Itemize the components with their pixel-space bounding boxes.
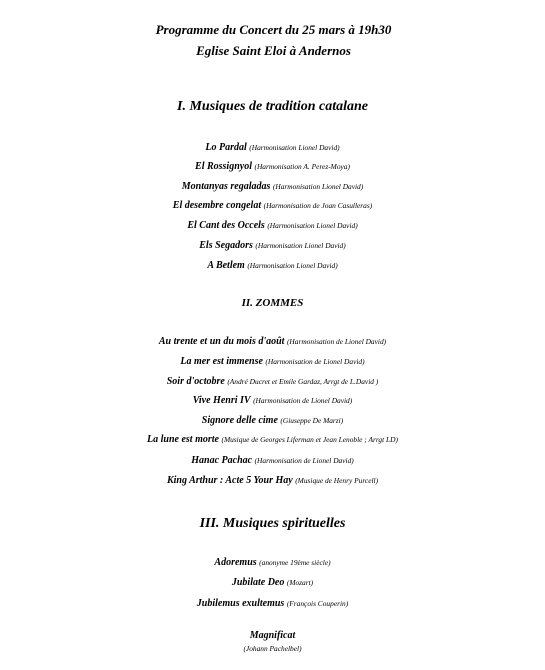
piece-note: (Harmonisation de Lionel David)	[286, 337, 387, 346]
section-title-catalan: I. Musiques de tradition catalane	[177, 99, 368, 114]
piece-note: (Harmonisation Lionel David)	[267, 221, 358, 230]
piece-note: (Harmonisation de Lionel David)	[253, 396, 353, 405]
piece-note: (Harmonisation A. Perez-Moya)	[254, 162, 350, 171]
piece-note: (Musique de Georges Liferman et Jean Lenoble ; Arrgt LD)	[221, 435, 398, 444]
list-item	[0, 200, 545, 212]
list-item	[0, 161, 545, 173]
piece-title: A Betlem	[207, 260, 245, 271]
piece-title: Jubilate Deo	[231, 577, 285, 588]
piece-title: El desembre congelat	[172, 200, 262, 211]
list-item	[0, 577, 545, 589]
piece-title: La mer est immense	[180, 356, 263, 367]
piece-title: Soir d'octobre	[166, 376, 225, 387]
piece-note: (Harmonisation de Lionel David)	[254, 456, 354, 465]
piece-title: Vive Henri IV	[192, 395, 251, 406]
list-item	[0, 455, 545, 467]
piece-note: (Harmonisation Lionel David)	[247, 261, 338, 270]
piece-note: (Johann Pachelbel)	[243, 644, 302, 653]
piece-note: (Harmonisation Lionel David)	[255, 241, 346, 250]
piece-note: (André Ducret et Emile Gardaz, Arrgt de L.David )	[227, 377, 379, 386]
piece-note: (François Couperin)	[286, 599, 349, 608]
list-item	[0, 598, 545, 610]
piece-title: Magnificat	[249, 630, 296, 641]
piece-title: Signore delle cime	[201, 415, 278, 426]
list-item	[0, 142, 545, 154]
programme-venue: Eglise Saint Eloi à Andernos	[196, 43, 351, 58]
piece-note: (Mozart)	[286, 578, 314, 587]
list-item	[0, 336, 545, 348]
piece-note: (Harmonisation de Lionel David)	[265, 357, 365, 366]
piece-note: (Giuseppe De Marzi)	[280, 416, 344, 425]
list-item	[0, 356, 545, 368]
piece-title: El Rossignyol	[195, 161, 252, 172]
piece-title: Lo Pardal	[205, 142, 247, 153]
list-item	[0, 415, 545, 427]
list-item	[0, 630, 545, 642]
piece-title: Au trente et un du mois d'août	[158, 336, 285, 347]
list-item	[0, 475, 545, 487]
list-item	[0, 220, 545, 232]
piece-note: (Harmonisation Lionel David)	[249, 143, 340, 152]
section-title-zommes: II. ZOMMES	[241, 297, 304, 309]
list-item	[0, 557, 545, 569]
piece-title: Adoremus	[214, 557, 257, 568]
programme-title: Programme du Concert du 25 mars à 19h30	[155, 22, 392, 37]
list-item	[0, 434, 545, 446]
list-item	[0, 376, 545, 388]
list-item	[0, 260, 545, 272]
section-title-spirituelles: III. Musiques spirituelles	[199, 516, 346, 531]
piece-note: (Harmonisation de Joan Casulleras)	[263, 201, 373, 210]
piece-title: Montanyas regaladas	[181, 181, 271, 192]
list-item	[0, 181, 545, 193]
list-item	[0, 395, 545, 407]
piece-title: El Cant des Occels	[187, 220, 265, 231]
list-item	[0, 240, 545, 252]
piece-title: King Arthur : Acte 5 Your Hay	[166, 475, 293, 486]
piece-title: Els Segadors	[199, 240, 253, 251]
piece-title: Jubilemus exultemus	[196, 598, 285, 609]
piece-title: La lune est morte	[147, 434, 219, 445]
piece-note: (Harmonisation Lionel David)	[272, 182, 364, 191]
piece-note: (anonyme 19ème siècle)	[259, 558, 331, 567]
piece-note: (Musique de Henry Purcell)	[295, 476, 379, 485]
piece-title: Hanac Pachac	[191, 455, 253, 466]
